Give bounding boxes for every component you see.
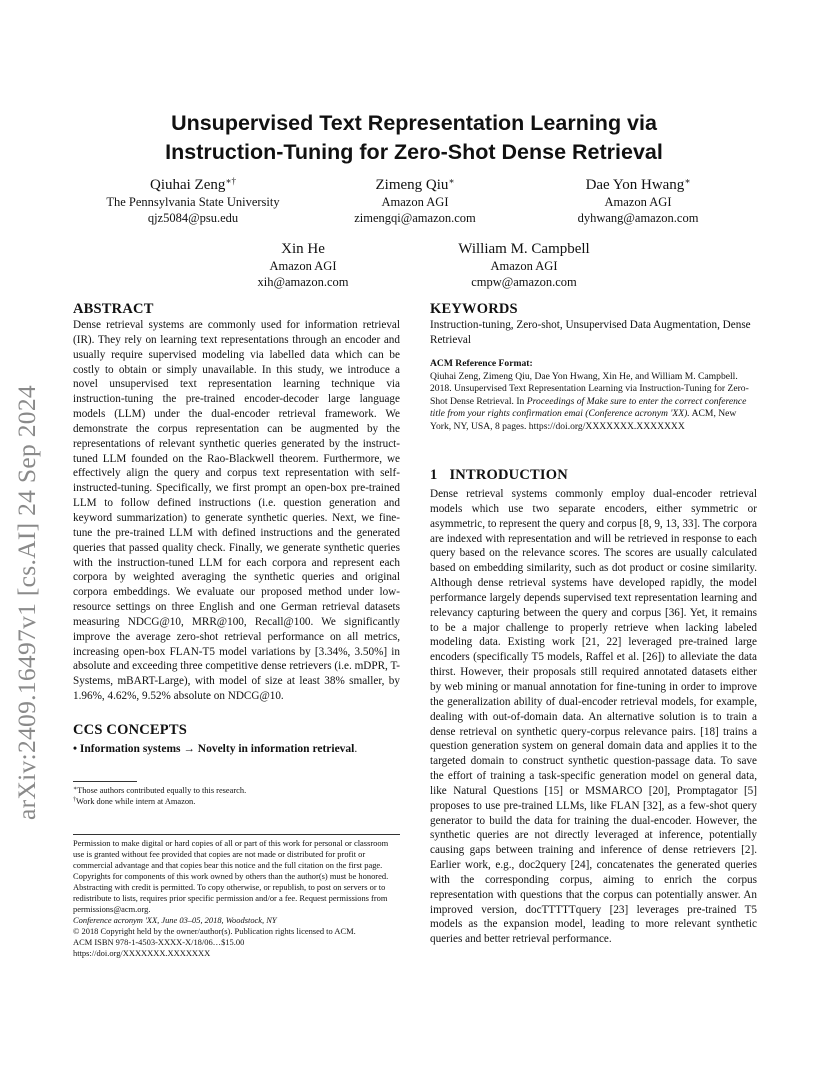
isbn-line: ACM ISBN 978-1-4503-XXXX-X/18/06…$15.00 <box>73 937 245 948</box>
author-block-5 <box>394 240 654 290</box>
author-name: Qiuhai Zeng∗† <box>149 176 237 193</box>
author-email: dyhwang@amazon.com <box>577 210 699 225</box>
doi-line: https://doi.org/XXXXXXX.XXXXXXX <box>73 948 211 959</box>
acm-reference-format <box>430 358 757 434</box>
author-affiliation: Amazon AGI <box>269 259 337 273</box>
conference-line: Conference acronym 'XX, June 03–05, 2018, Woodstock, NY <box>73 915 277 926</box>
paper-title <box>80 109 748 167</box>
author-name: William M. Campbell <box>458 241 590 257</box>
footnote-intern: †Work done while intern at Amazon. <box>73 797 196 806</box>
abstract-heading: ABSTRACT <box>73 301 154 317</box>
footnote-equal-contribution: ∗Those authors contributed equally to this research. <box>73 786 247 795</box>
keywords-text: Instruction-tuning, Zero-shot, Unsupervised Data Augmentation, Dense Retrieval <box>430 319 751 346</box>
introduction-text: Dense retrieval systems commonly employ dual-encoder retrieval models which use two separate encoders, either symmetric or asymmetric, to represent the query and corpus [8, 9, 13, 33]. The corpora are indexed with representation and will be retrieved in response to each query based on the relevance scores. The scores are usually calculated based on embedding similarity, such as dot product or cosine similarity. Although dense retrieval systems have developed rapidly, the model performance largely depends supervised text representation learning and relevancy capturing between the query and corpus [36]. Yet, it remains to be a major challenge to properly retrieve when lacking labeled modeling data. Existing work [21, 22] leveraged pre-trained large encoders (specifically T5 models, Raffel et al. [26]) to alleviate the data thirst. However, their proposals still required annotated datasets either by web mining or manual annotation for fine-tuning in order to improve the generalization ability of dual-encoder retrieval models, for example, dealing with out-of-domain data. An alternative solution is to train a dense retrieval on synthetic query-corpus relevance pairs. [18] trains a question generation system on general domain data and applies it to the targeted domain to construct synthetic question-passage data. To save the effort of training a task-specific generation model on general data, like Natural Questions [15] or MSMARCO [20], Promptagator [5] proposes to use pre-trained LLMs, like FLAN [32], as a few-shot query generator to build the data for training the dual-encoder. However, the synthetic queries are not directly leveraged at inference, potentially causing gaps between training and inference of dense retrievers [2]. Earlier work, e.g., doc2query [24], concatenates the generated queries with the corresponding corpus, aiming to enrich the corpus representation with questions that the corpus can potentially answer. An improved version, docTTTTTquery [23] leverages pre-trained T5 models as the expansion model, leading to more relevant synthetic queries and better retrieval performance. <box>430 488 757 946</box>
permission-divider <box>73 834 400 835</box>
author-affiliation: Amazon AGI <box>490 259 558 273</box>
ccs-heading: CCS CONCEPTS <box>73 722 187 738</box>
ccs-section <box>73 721 400 757</box>
permission-block <box>73 838 400 960</box>
author-email: zimengqi@amazon.com <box>354 210 476 225</box>
abstract-section <box>73 300 400 704</box>
author-email: qjz5084@psu.edu <box>147 210 239 225</box>
author-block-1 <box>63 176 323 226</box>
acm-reference-text: Qiuhai Zeng, Zimeng Qiu, Dae Yon Hwang, Xin He, and William M. Campbell. 2018. Unsupervised Text Representation Learning via Instruction-Tuning for Zero-Shot Dense Retrieval. In Proceedings of Make sure to enter the correct conference title from your rights confirmation emai (Conference acronym 'XX). ACM, New York, NY, USA, 8 pages. https://doi.org/XXXXXXX.XXXXXXX <box>430 370 749 432</box>
footnote-divider <box>73 781 137 782</box>
ccs-concepts-text: • Information systems → Novelty in information retrieval. <box>73 743 358 755</box>
author-block-2 <box>285 176 545 226</box>
title-line-1: Unsupervised Text Representation Learning via <box>171 111 657 135</box>
author-affiliation: Amazon AGI <box>381 195 449 209</box>
author-affiliation: The Pennsylvania State University <box>106 195 280 209</box>
author-name: Dae Yon Hwang∗ <box>585 176 691 193</box>
author-email: xih@amazon.com <box>257 274 349 289</box>
title-line-2: Instruction-Tuning for Zero-Shot Dense Retrieval <box>165 140 663 164</box>
author-affiliation: Amazon AGI <box>604 195 672 209</box>
author-name: Zimeng Qiu∗ <box>375 176 455 193</box>
introduction-section <box>430 466 757 947</box>
keywords-heading: KEYWORDS <box>430 301 518 317</box>
author-email: cmpw@amazon.com <box>471 274 577 289</box>
acm-reference-label: ACM Reference Format: <box>430 358 533 369</box>
author-name: Xin He <box>281 241 325 257</box>
arxiv-identifier: arXiv:2409.16497v1 [cs.AI] 24 Sep 2024 <box>12 385 41 820</box>
introduction-heading: 1 INTRODUCTION <box>430 467 568 483</box>
keywords-section <box>430 300 757 348</box>
abstract-text: Dense retrieval systems are commonly used for information retrieval (IR). They rely on learning text representations through an encoder and usually require supervised modeling via labelled data which can be costly to obtain or simply unavailable. In this study, we introduce a novel unsupervised text representation learning technique via instruction-tuning the pre-trained encoder-decoder large language models (LLM) under the dual-encoder retrieval framework. We demonstrate the corpus representation can be augmented by the representations of relevant synthetic queries generated by the instruct-tuned LLM founded on the Rao-Blackwell theorem. Furthermore, we effectively align the query and corpus text representation with self-instructed-tuning. Specifically, we first prompt an open-box pre-trained LLM to follow defined instructions (i.e. question generation and keyword summarization) to generate synthetic queries. Next, we fine-tune the pre-trained LLM with defined instructions and the generated queries that passed quality check. Finally, we generate synthetic queries with the instruction-tuned LLM for each corpora and represent each corpora by weighted averaging the synthetic queries and original corpora embeddings. We evaluate our proposed method under low-resource settings on three English and one German retrieval datasets measuring NDCG@10, MRR@100, Recall@100. We significantly improve the average zero-shot retrieval performance on all metrics, increasing open-box FLAN-T5 model variations by [3.34%, 3.50%] in absolute and exceeding three competitive dense retrievers (i.e. mDPR, T-Systems, mBART-Large), with model of size at least 38% smaller, by 1.96%, 4.62%, 9.52% absolute on NDCG@10. <box>73 319 400 703</box>
copyright-line: © 2018 Copyright held by the owner/author(s). Publication rights licensed to ACM. <box>73 926 356 937</box>
permission-text: Permission to make digital or hard copies of all or part of this work for personal or classroom use is granted without fee provided that copies are not made or distributed for profit or commercial advantage and that copies bear this notice and the full citation on the first page. Copyrights for components of this work owned by others than the author(s) must be honored. Abstracting with credit is permitted. To copy otherwise, or republish, to post on servers or to redistribute to lists, requires prior specific permission and/or a fee. Request permissions from permissions@acm.org. <box>73 838 389 915</box>
author-block-3 <box>508 176 768 226</box>
